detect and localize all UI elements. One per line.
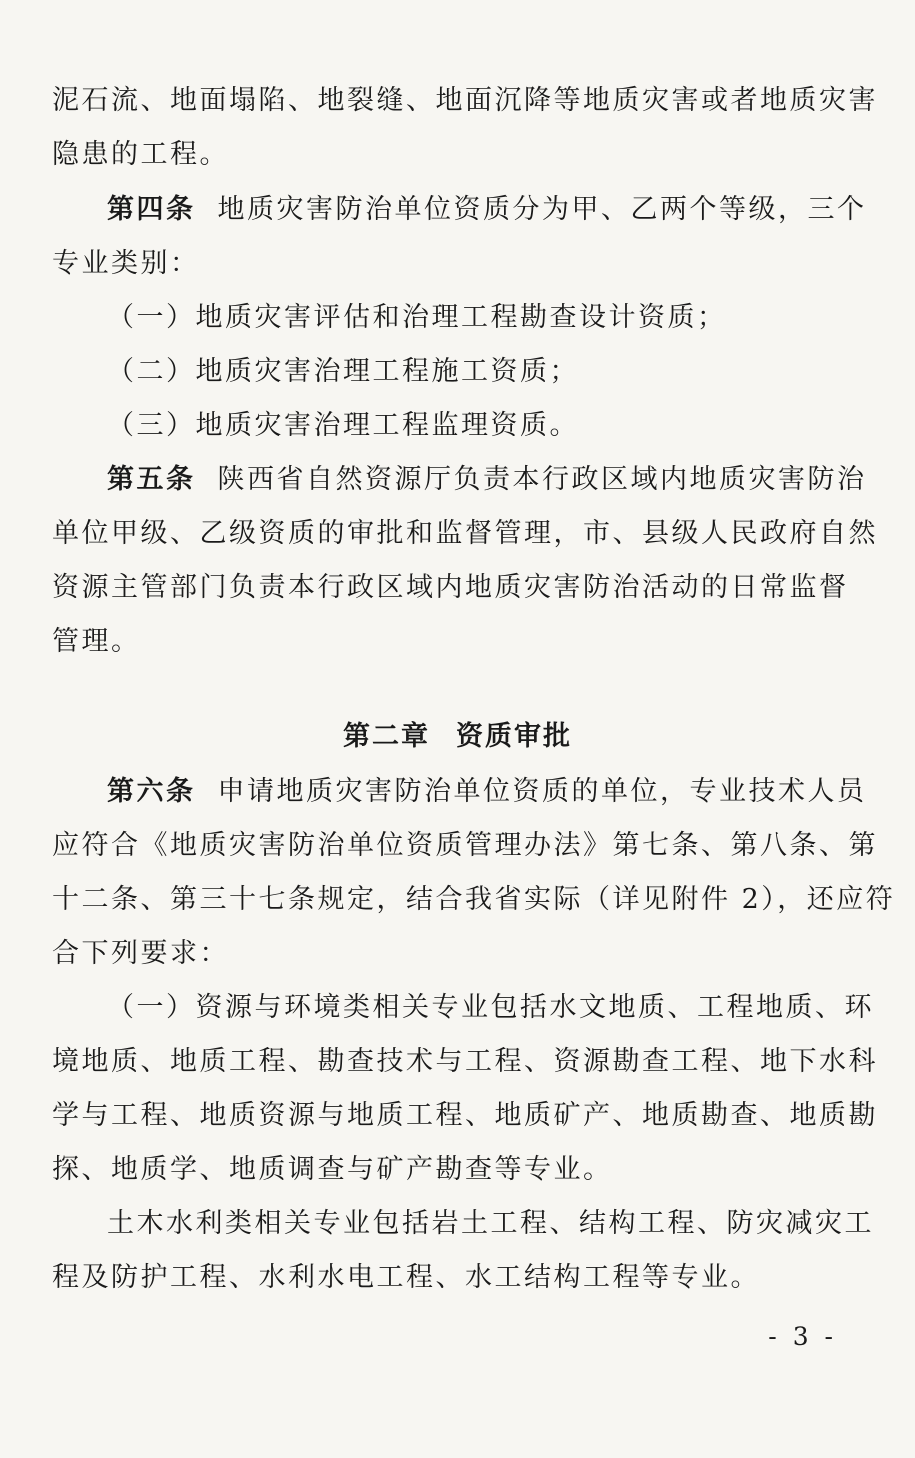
paragraph-line: 十二条、第三十七条规定，结合我省实际（详见附件 2），还应符 [52,884,896,915]
paragraph-line: 专业类别： [52,248,200,279]
chapter-title: 资质审批 [456,721,572,752]
paragraph-line: 隐患的工程。 [52,139,229,170]
list-item: （一）资源与环境类相关专业包括水文地质、工程地质、环 [107,992,874,1023]
article-6-text: 申请地质灾害防治单位资质的单位，专业技术人员 [217,776,867,807]
chapter-number: 第二章 [343,721,430,752]
paragraph-line: 管理。 [52,626,141,657]
article-5-text: 陕西省自然资源厅负责本行政区域内地质灾害防治 [217,464,867,495]
paragraph-line: 学与工程、地质资源与地质工程、地质矿产、地质勘查、地质勘 [52,1100,878,1131]
article-4-line [107,193,867,227]
paragraph-line: 合下列要求： [52,938,229,969]
article-5-line [107,463,867,497]
article-4-text: 地质灾害防治单位资质分为甲、乙两个等级，三个 [217,194,867,225]
paragraph-line: 程及防护工程、水利水电工程、水工结构工程等专业。 [52,1262,760,1293]
paragraph-line: 泥石流、地面塌陷、地裂缝、地面沉降等地质灾害或者地质灾害 [52,85,878,116]
paragraph-line: 应符合《地质灾害防治单位资质管理办法》第七条、第八条、第 [52,830,878,861]
paragraph-line: 探、地质学、地质调查与矿产勘查等专业。 [52,1154,613,1185]
article-6-label: 第六条 [107,776,196,807]
list-item: （三）地质灾害治理工程监理资质。 [107,410,579,441]
list-item: （二）地质灾害治理工程施工资质； [107,356,579,387]
list-item: （一）地质灾害评估和治理工程勘查设计资质； [107,302,727,333]
chapter-heading [0,720,915,754]
article-4-label: 第四条 [107,194,196,225]
paragraph-line: 单位甲级、乙级资质的审批和监督管理，市、县级人民政府自然 [52,518,878,549]
paragraph-line: 土木水利类相关专业包括岩土工程、结构工程、防灾减灾工 [107,1208,874,1239]
paragraph-line: 资源主管部门负责本行政区域内地质灾害防治活动的日常监督 [52,572,849,603]
article-6-line [107,775,867,809]
page-number: - 3 - [768,1322,837,1351]
paragraph-line: 境地质、地质工程、勘查技术与工程、资源勘查工程、地下水科 [52,1046,878,1077]
article-5-label: 第五条 [107,464,196,495]
